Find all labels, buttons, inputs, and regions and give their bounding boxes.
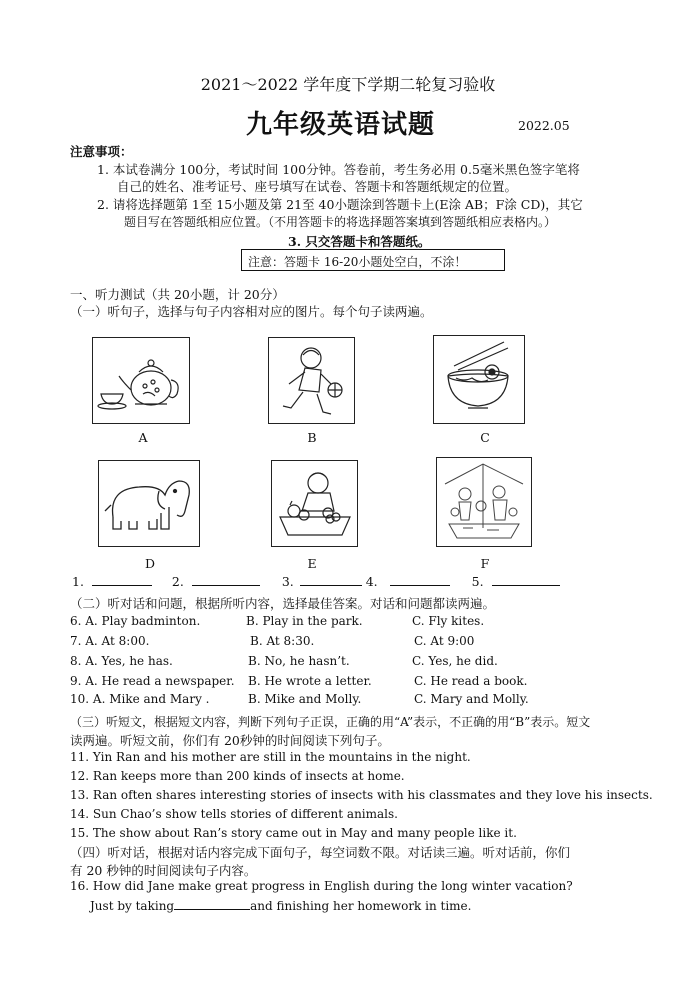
notice-item-2a: 2. 请将选择题第 1至 15小题及第 21至 40小题涂到答题卡上(E涂 AB；F涂 CD)，其它 — [97, 197, 583, 212]
answer-4-number: 4. — [365, 574, 378, 589]
answer-2-number: 2. — [171, 574, 184, 589]
q9-option-a: 9. A. He read a newspaper. — [70, 674, 235, 688]
picture-f-picnic — [436, 457, 532, 547]
statement-12: 12. Ran keeps more than 200 kinds of insects at home. — [70, 769, 405, 783]
statement-11: 11. Yin Ran and his mother are still in the mountains in the night. — [70, 750, 471, 764]
answer-2-blank[interactable] — [192, 574, 260, 586]
notice-box — [241, 249, 505, 271]
answer-5-number: 5. — [471, 574, 484, 589]
section-title: 一、听力测试（共 20小题，计 20分） — [70, 287, 285, 302]
q9-option-c: C. He read a book. — [414, 674, 528, 688]
statement-15: 15. The show about Ran’s story came out in May and many people like it. — [70, 826, 517, 840]
q6-option-c: C. Fly kites. — [412, 614, 485, 628]
q7-option-a: 7. A. At 8:00. — [70, 634, 150, 648]
noodle-bowl-icon — [434, 336, 523, 422]
picture-c-label: C — [480, 430, 490, 445]
notice-item-1a: 1. 本试卷满分 100分，考试时间 100分钟。答卷前，考生务必用 0.5毫米黑色签字笔将 — [97, 162, 580, 177]
boy-with-fruit-icon — [272, 461, 356, 545]
part4-instruction-b: 有 20 秒钟的时间阅读句子内容。 — [70, 863, 257, 878]
picture-f-label: F — [480, 556, 490, 571]
exam-series-title: 2021～2022 学年度下学期二轮复习验收 — [200, 75, 496, 94]
teapot-icon — [93, 338, 188, 422]
exam-date: 2022.05 — [518, 118, 570, 133]
q10-option-b: B. Mike and Molly. — [248, 692, 362, 706]
answer-4-blank[interactable] — [390, 574, 450, 586]
q8-option-c: C. Yes, he did. — [412, 654, 498, 668]
part4-instruction-a: （四）听对话，根据对话内容完成下面句子，每空词数不限。对话读三遍。听对话前，你们 — [70, 845, 571, 860]
question-16-answer-line — [90, 898, 471, 913]
question-16: 16. How did Jane make great progress in English during the long winter vacation? — [70, 879, 573, 893]
q7-option-b: B. At 8:30. — [250, 634, 315, 648]
picture-a-label: A — [138, 430, 148, 445]
picture-d-label: D — [144, 556, 156, 571]
family-picnic-icon — [437, 458, 530, 545]
statement-13: 13. Ran often shares interesting stories of insects with his classmates and they love his insects. — [70, 788, 653, 802]
q6-option-b: B. Play in the park. — [246, 614, 363, 628]
q16-prefix: Just by taking — [90, 899, 175, 913]
q16-blank[interactable] — [174, 898, 250, 910]
picture-e-fruit — [271, 460, 358, 547]
q16-suffix: and finishing her homework in time. — [250, 899, 472, 913]
elephant-icon — [99, 461, 198, 545]
picture-b-label: B — [307, 430, 317, 445]
answer-1-blank[interactable] — [92, 574, 152, 586]
notice-heading: 注意事项： — [70, 144, 133, 159]
answer-3-number: 3. — [281, 574, 294, 589]
notice-item-3: 3. 只交答题卡和答题纸。 — [288, 234, 431, 249]
picture-b-basketball — [268, 337, 355, 424]
q8-option-a: 8. A. Yes, he has. — [70, 654, 173, 668]
notice-box-text: 注意：答题卡 16-20小题处空白，不涂！ — [248, 255, 467, 269]
part2-instruction: （二）听对话和问题，根据所听内容，选择最佳答案。对话和问题都读两遍。 — [70, 596, 496, 611]
picture-e-label: E — [307, 556, 317, 571]
q7-option-c: C. At 9:00 — [414, 634, 475, 648]
part3-instruction-a: （三）听短文，根据短文内容，判断下列句子正误，正确的用“A”表示，不正确的用“B”表示。短文 — [70, 715, 591, 729]
part3-instruction-b: 读两遍。听短文前，你们有 20秒钟的时间阅读下列句子。 — [70, 733, 390, 748]
q8-option-b: B. No, he hasn’t. — [248, 654, 350, 668]
page-title: 九年级英语试题 — [246, 110, 436, 140]
q9-option-b: B. He wrote a letter. — [248, 674, 372, 688]
notice-item-1b: 自己的姓名、准考证号、座号填写在试卷、答题卡和答题纸规定的位置。 — [117, 179, 518, 194]
picture-d-elephant — [98, 460, 200, 547]
basketball-player-icon — [269, 338, 353, 422]
part1-instruction: （一）听句子，选择与句子内容相对应的图片。每个句子读两遍。 — [70, 304, 433, 319]
answer-3-blank[interactable] — [300, 574, 362, 586]
answer-row — [72, 574, 560, 589]
answer-1-number: 1. — [72, 574, 84, 589]
q10-option-a: 10. A. Mike and Mary . — [70, 692, 210, 706]
notice-item-2b: 题目写在答题纸相应位置。（不用答题卡的将选择题答案填到答题纸相应表格内。） — [124, 215, 557, 229]
answer-5-blank[interactable] — [492, 574, 560, 586]
picture-a-teapot — [92, 337, 190, 424]
q10-option-c: C. Mary and Molly. — [414, 692, 529, 706]
picture-c-noodles — [433, 335, 525, 424]
statement-14: 14. Sun Chao’s show tells stories of different animals. — [70, 807, 398, 821]
q6-option-a: 6. A. Play badminton. — [70, 614, 201, 628]
